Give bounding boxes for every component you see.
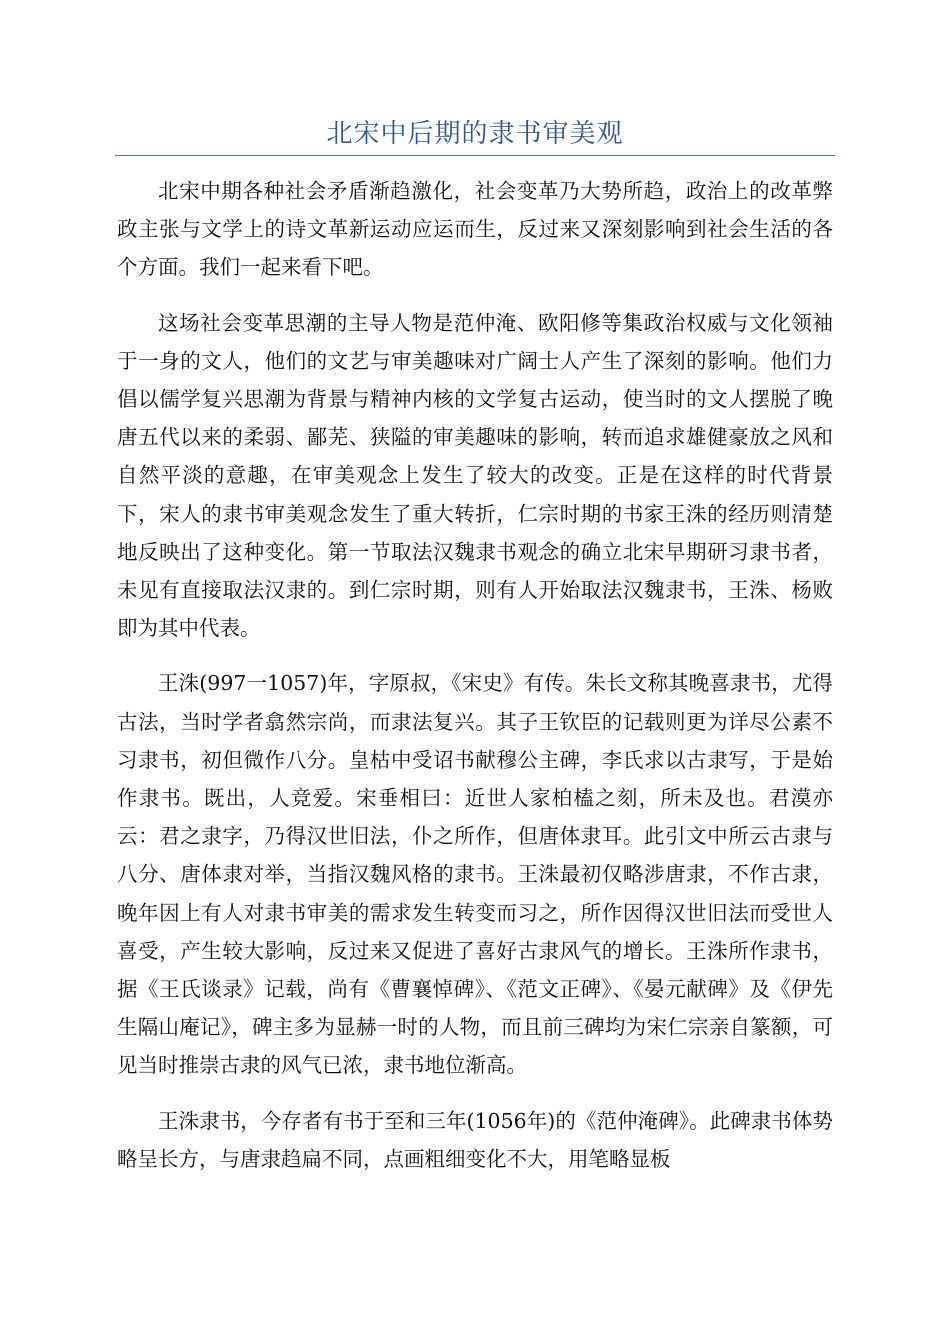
title-underline xyxy=(115,155,835,156)
paragraph-2: 这场社会变革思潮的主导人物是范仲淹、欧阳修等集政治权威与文化领袖于一身的文人，他们的文艺与审美趣味对广阔士人产生了深刻的影响。他们力倡以儒学复兴思潮为背景与精神内核的文学复古运动，使当时的文人摆脱了晚唐五代以来的柔弱、鄙芜、狭隘的审美趣味的影响，转而追求雄健豪放之风和自然平淡的意趣，在审美观念上发生了较大的改变。正是在这样的时代背景下，宋人的隶书审美观念发生了重大转折，仁宗时期的书家王洙的经历则清楚地反映出了这种变化。第一节取法汉魏隶书观念的确立北宋早期研习隶书者，未见有直接取法汉隶的。到仁宗时期，则有人开始取法汉魏隶书，王洙、杨败即为其中代表。 xyxy=(117,310,833,641)
document-body xyxy=(117,172,833,1195)
paragraph-1: 北宋中期各种社会矛盾渐趋激化，社会变革乃大势所趋，政治上的改革弊政主张与文学上的诗文革新运动应运而生，反过来又深刻影响到社会生活的各个方面。我们一起来看下吧。 xyxy=(117,179,833,280)
paragraph-4: 王洙隶书，今存者有书于至和三年(1056年)的《范仲淹碑》。此碑隶书体势略呈长方，与唐隶趋扁不同，点画粗细变化不大，用笔略显板 xyxy=(117,1108,833,1171)
paragraph-3: 王洙(997一1057)年，字原叔，《宋史》有传。朱长文称其晚喜隶书，尤得古法，当时学者翕然宗尚，而隶法复兴。其子王钦臣的记载则更为详尽公素不习隶书，初但微作八分。皇枯中受诏书献穆公主碑，李氏求以古隶写，于是始作隶书。既出，人竞爱。宋垂相曰：近世人家柏榼之刻，所未及也。君漠亦云：君之隶字，乃得汉世旧法，仆之所作，但唐体隶耳。此引文中所云古隶与八分、唐体隶对举，当指汉魏风格的隶书。王洙最初仅略涉唐隶，不作古隶，晚年因上有人对隶书审美的需求发生转变而习之，所作因得汉世旧法而受世人喜受，产生较大影响，反过来又促进了喜好古隶风气的增长。王洙所作隶书，据《王氏谈录》记载，尚有《曹襄悼碑》、《范文正碑》、《晏元献碑》及《伊先生隔山庵记》，碑主多为显赫一时的人物，而且前三碑均为宋仁宗亲自篆额，可见当时推崇古隶的风气已浓，隶书地位渐高。 xyxy=(117,671,833,1078)
document-title: 北宋中后期的隶书审美观 xyxy=(326,119,624,149)
